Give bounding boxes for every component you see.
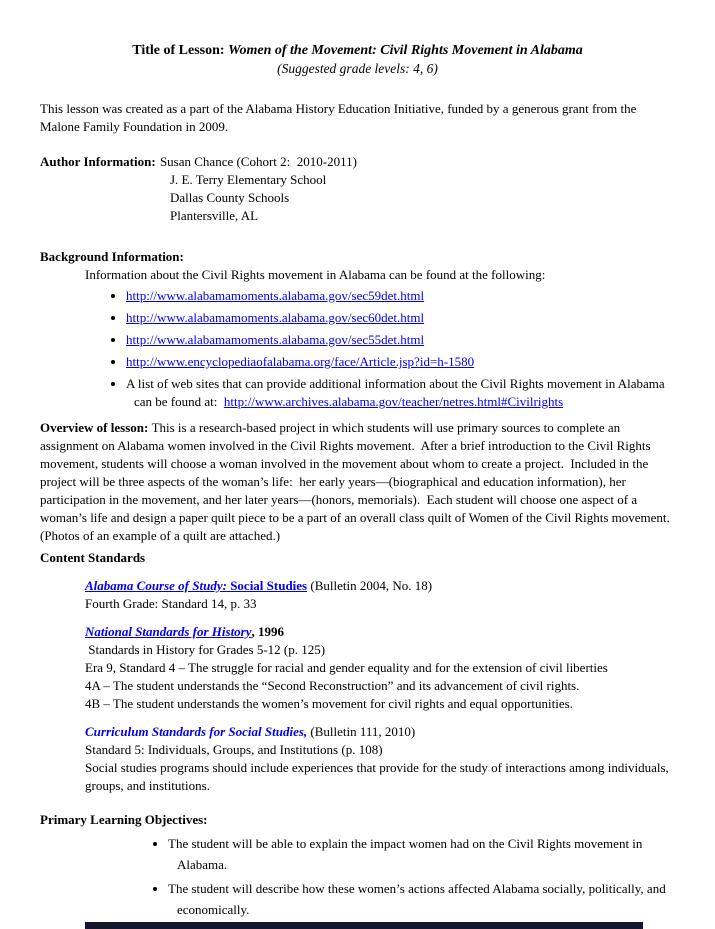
- author-section: [40, 153, 675, 225]
- grade-levels-note: (Suggested grade levels: 4, 6): [277, 61, 438, 76]
- lesson-title-name: Women of the Movement: Civil Rights Movement in Alabama: [228, 43, 583, 58]
- page-bottom-bar: [85, 922, 643, 929]
- alabama-standard-detail: Fourth Grade: Standard 14, p. 33: [85, 596, 257, 611]
- resource-link-list: [108, 287, 675, 411]
- standards-group-curriculum: [85, 723, 675, 795]
- resource-link-item: [126, 309, 675, 327]
- additional-sites-text: A list of web sites that can provide additional information about the Civil Rights movement in Alabama can be found at:: [126, 376, 668, 409]
- national-standard-detail: Standards in History for Grades 5-12 (p. 125): [85, 642, 326, 657]
- intro-paragraph: This lesson was created as a part of the Alabama History Education Initiative, funded by a generous grant from the Malone Family Foundation in 2009.: [40, 101, 640, 134]
- author-city-line: Plantersville, AL: [170, 208, 259, 223]
- resource-link-item: [126, 287, 675, 305]
- national-standard-detail: 4A – The student understands the “Second Reconstruction” and its advancement of civil rights.: [85, 678, 580, 693]
- author-name: Susan Chance (Cohort 2: 2010-2011): [156, 154, 357, 169]
- author-school-line: J. E. Terry Elementary School: [170, 172, 327, 187]
- alabama-bulletin-text: (Bulletin 2004, No. 18): [307, 578, 433, 593]
- lesson-title: [40, 42, 675, 60]
- curriculum-bulletin-text: (Bulletin 111, 2010): [307, 724, 416, 739]
- resource-link[interactable]: http://www.alabamamoments.alabama.gov/sec59det.html: [126, 288, 425, 303]
- overview-label: Overview of lesson:: [40, 420, 152, 435]
- resource-link[interactable]: http://www.alabamamoments.alabama.gov/sec60det.html: [126, 310, 425, 325]
- archives-link[interactable]: http://www.archives.alabama.gov/teacher/netres.html#Civilrights: [223, 394, 564, 409]
- social-studies-link[interactable]: Social Studies: [226, 578, 308, 593]
- content-standards-heading: Content Standards: [40, 550, 146, 565]
- standards-group-alabama: [85, 577, 675, 613]
- background-heading: Background Information:: [40, 249, 184, 264]
- objective-item: • The student will be able to explain the impact women had on the Civil Rights movement in Alabama.: [168, 833, 675, 875]
- alabama-course-of-study-link[interactable]: Alabama Course of Study:: [85, 578, 227, 593]
- alabama-standard-title-line: [85, 577, 675, 595]
- overview-paragraph: [40, 419, 675, 545]
- author-district-line: Dallas County Schools: [170, 190, 290, 205]
- curriculum-standard-detail: Social studies programs should include experiences that provide for the study of interactions among individuals, groups, and institutions.: [85, 760, 673, 793]
- overview-text: This is a research-based project in which students will use primary sources to complete an assignment on Alabama women involved in the Civil Rights movement. After a brief introduction to the Civil Rights movement, students will choose a woman involved in the movement about whom to create a project. Included in the project will be three aspects of the woman’s life: her early years—(biographical and education information), her participation in the movement, and her later years—(honors, memorials). Each student will choose one aspect of a woman’s life and design a paper quilt piece to be a part of an overall class quilt of Women of the Civil Rights movement. (Photos of an example of a quilt are attached.): [40, 420, 677, 543]
- objective-item: • The student will describe how these women’s actions affected Alabama socially, politically, and economically.: [168, 878, 675, 920]
- author-detail-lines: [170, 171, 675, 225]
- lesson-title-label: Title of Lesson:: [132, 43, 229, 58]
- resource-link-item: [126, 331, 675, 349]
- author-name-line: [40, 153, 675, 171]
- standards-group-national: [85, 623, 675, 713]
- national-standards-year: , 1996: [251, 624, 285, 639]
- curriculum-standards-link[interactable]: Curriculum Standards for Social Studies,: [85, 724, 308, 739]
- national-standards-link[interactable]: National Standards for History: [85, 624, 252, 639]
- author-label: Author Information:: [40, 154, 156, 169]
- curriculum-standard-detail: Standard 5: Individuals, Groups, and Institutions (p. 108): [85, 742, 383, 757]
- resource-link-item: [126, 375, 675, 411]
- curriculum-standard-title-line: [85, 723, 675, 741]
- national-standard-detail: 4B – The student understands the women’s movement for civil rights and equal opportunities.: [85, 696, 573, 711]
- national-standard-detail: Era 9, Standard 4 – The struggle for racial and gender equality and for the extension of civil liberties: [85, 660, 608, 675]
- objectives-heading: Primary Learning Objectives:: [40, 812, 208, 827]
- resource-link[interactable]: http://www.encyclopediaofalabama.org/face/Article.jsp?id=h-1580: [126, 354, 475, 369]
- resource-link[interactable]: http://www.alabamamoments.alabama.gov/sec55det.html: [126, 332, 425, 347]
- objectives-list: [150, 833, 675, 920]
- resource-link-item: [126, 353, 675, 371]
- national-standard-title-line: [85, 623, 675, 641]
- background-intro: Information about the Civil Rights movement in Alabama can be found at the following:: [85, 267, 546, 282]
